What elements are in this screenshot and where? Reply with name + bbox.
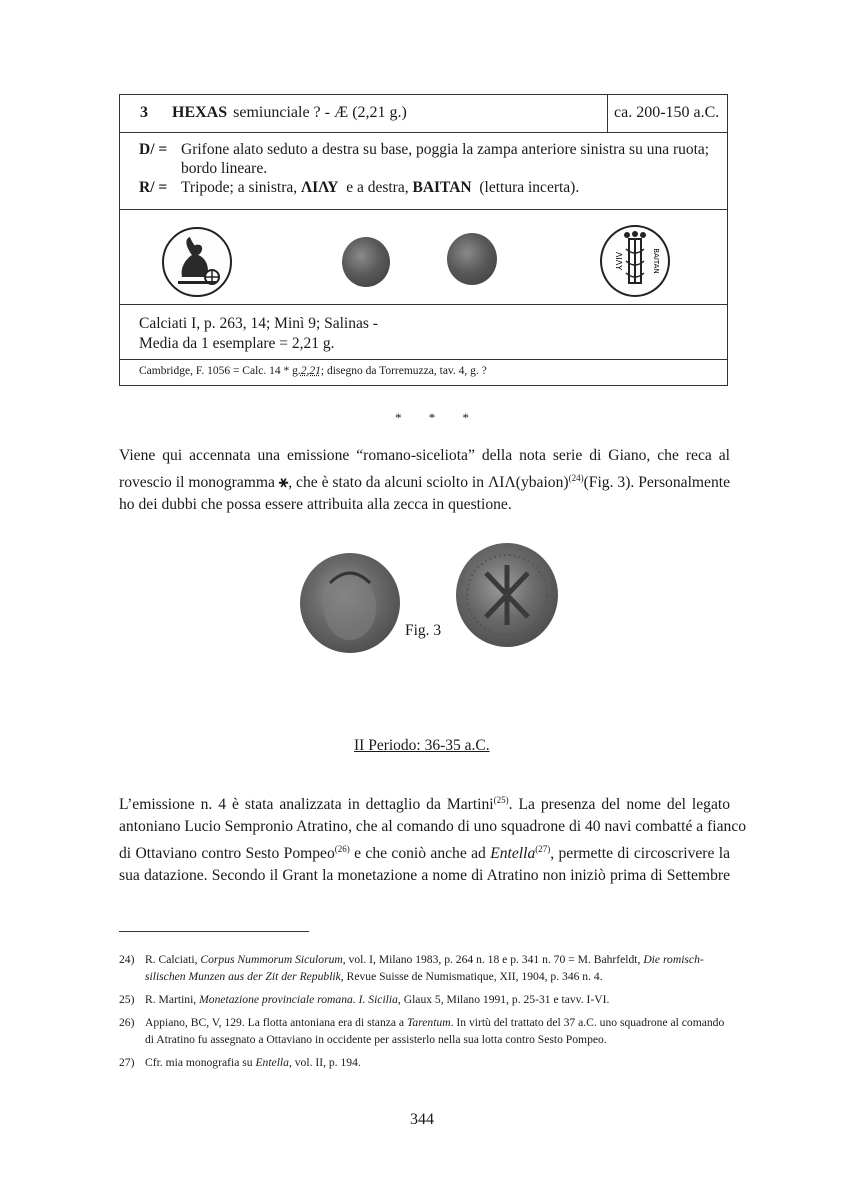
catalogue-title-cell bbox=[120, 95, 608, 132]
reverse-text bbox=[181, 178, 719, 197]
fn25-a: R. Martini, bbox=[145, 993, 197, 1006]
fn26-a: Appiano, BC, V, 129. La flotta antoniana era di stanza a bbox=[145, 1016, 405, 1029]
obverse-drawing-image bbox=[162, 227, 232, 297]
figure-caption: Fig. 3 bbox=[405, 622, 442, 639]
p2-line-3-a: di Ottaviano contro Sesto Pompeo bbox=[119, 845, 335, 862]
footnote-ref-24[interactable]: (24) bbox=[568, 473, 584, 483]
footnote-text bbox=[145, 1014, 730, 1048]
footnote-text bbox=[145, 991, 730, 1008]
references-divider bbox=[120, 359, 727, 360]
drawing-legend-right: BAITAN bbox=[652, 248, 660, 274]
catalogue-number: 3 bbox=[140, 104, 148, 121]
paragraph-2-line-4: sua datazione. Secondo il Grant la monetazione a nome di Atratino non iniziò prima di Settembre bbox=[119, 867, 730, 884]
janus-head-image bbox=[300, 553, 400, 653]
p2-line-3-b: e che coniò anche ad bbox=[354, 845, 486, 862]
section-title: II Periodo: 36-35 a.C. bbox=[354, 737, 490, 754]
footnote-number: 24) bbox=[119, 953, 135, 966]
footnote-number: 27) bbox=[119, 1056, 135, 1069]
p2-line-1-b: . La presenza del nome del legato bbox=[508, 796, 731, 813]
reverse-text-c: (lettura incerta). bbox=[479, 179, 580, 196]
footnote-number: 25) bbox=[119, 993, 135, 1006]
fn25-title: Monetazione provinciale romana. I. Sicilia bbox=[199, 993, 398, 1006]
paragraph-1 bbox=[119, 445, 730, 516]
footnote-text bbox=[145, 1054, 730, 1071]
references-line-1: Calciati I, p. 263, 14; Minì 9; Salinas - bbox=[139, 315, 378, 332]
fn27-b: , vol. II, p. 194. bbox=[288, 1056, 361, 1069]
date-cell bbox=[608, 95, 727, 132]
paragraph-2-line-3 bbox=[119, 838, 730, 865]
fn24-c: Revue Suisse de Numismatique, XII, 1904, p. 346 n. 4. bbox=[346, 970, 603, 983]
catalogue-entry bbox=[119, 94, 728, 386]
figure-3-obverse-photo bbox=[300, 553, 400, 653]
reverse-label: R/ = bbox=[139, 179, 168, 196]
reverse-drawing-image bbox=[600, 225, 670, 297]
specimen-weight: 2,21 bbox=[300, 365, 321, 377]
drawing-legend-left: ΛΙΛΥ bbox=[614, 251, 623, 271]
p2-line-1-a: L’emissione n. 4 è stata analizzata in dettaglio da Martini bbox=[119, 796, 494, 813]
specimen-reference bbox=[139, 365, 487, 377]
obverse-line-2 bbox=[120, 159, 727, 178]
coin-details: semiunciale ? - Æ (2,21 g.) bbox=[233, 104, 407, 121]
references-row bbox=[120, 305, 727, 385]
coin-images-row bbox=[120, 210, 727, 305]
fn27-a: Cfr. mia monografia su bbox=[145, 1056, 253, 1069]
figure-3-reverse-photo bbox=[456, 543, 558, 647]
paragraph-1-line-3: ho dei dubbi che possa essere attribuita alla zecca in questione. bbox=[119, 496, 512, 513]
reverse-text-a: Tripode; a sinistra, bbox=[181, 179, 298, 196]
fn24-a: R. Calciati, bbox=[145, 953, 198, 966]
p2-line-3-c: , permette di circoscrivere la bbox=[550, 845, 731, 862]
reverse-text-b: e a destra, bbox=[346, 179, 409, 196]
fn24-title-2: Die romisch-silischen Munzen aus der Zit der Republik, bbox=[145, 953, 704, 983]
catalogue-header-row bbox=[120, 95, 727, 133]
obverse-text: Grifone alato seduto a destra su base, poggia la zampa anteriore sinistra su una ruota; bbox=[181, 141, 710, 158]
p1-line-2-a: rovescio il monogramma bbox=[119, 474, 275, 491]
footnote-ref-27[interactable]: (27) bbox=[535, 844, 551, 854]
p1-line-2-c: (Fig. 3). Personalmente bbox=[583, 474, 731, 491]
fn26-b: . In virtù del trattato del 37 a.C. uno squadrone al comando di Atratino fu assegnato a Ottaviano in occidente per assisterlo nella sua lotta contro Sesto Pompeo. bbox=[145, 1016, 725, 1046]
paragraph-1-line-2 bbox=[119, 467, 730, 494]
p2-entella: Entella bbox=[490, 845, 536, 862]
obverse-line-1 bbox=[120, 140, 727, 159]
monogram-reverse-image bbox=[456, 543, 558, 647]
paragraph-2-line-1 bbox=[119, 789, 730, 816]
paragraph-2-line-2: antoniano Lucio Sempronio Atratino, che al comando di uno squadrone di 40 navi combatté a fianco bbox=[119, 818, 747, 835]
obverse-text-cont: bordo lineare. bbox=[181, 160, 268, 177]
specimen-text-b: ; disegno da Torremuzza, tav. 4, g. ? bbox=[320, 365, 487, 377]
page-number: 344 bbox=[410, 1111, 434, 1128]
footnote-text bbox=[145, 951, 730, 985]
griffin-drawing bbox=[164, 229, 230, 295]
obverse-label: D/ = bbox=[139, 141, 168, 158]
denomination: HEXAS bbox=[172, 104, 228, 121]
specimen-text-a: Cambridge, F. 1056 = Calc. 14 * g. bbox=[139, 365, 301, 377]
reverse-photo-image bbox=[447, 233, 497, 285]
fn25-b: , Glaux 5, Milano 1991, p. 25-31 e tavv. I-VI. bbox=[397, 993, 610, 1006]
footnote-number: 26) bbox=[119, 1016, 135, 1029]
footnote-ref-25[interactable]: (25) bbox=[493, 795, 509, 805]
average-weight: Media da 1 esemplare = 2,21 g. bbox=[139, 335, 335, 352]
monogram-symbol: ⚹ bbox=[278, 474, 289, 491]
reverse-line bbox=[120, 178, 727, 197]
reverse-legend-2: BAITAN bbox=[412, 179, 472, 196]
p1-line-2-b: , che è stato da alcuni sciolto in ΛΙΛ(ybaion) bbox=[288, 474, 569, 491]
coin-date: ca. 200-150 a.C. bbox=[614, 104, 720, 121]
reverse-legend-1: ΛΙΛΥ bbox=[300, 179, 339, 196]
fn24-title-1: Corpus Nummorum Siculorum bbox=[200, 953, 343, 966]
description-row bbox=[120, 133, 727, 210]
footnote-divider bbox=[119, 931, 309, 932]
fn24-b: , vol. I, Milano 1983, p. 264 n. 18 e p. 341 n. 70 = M. Bahrfeldt, bbox=[342, 953, 641, 966]
obverse-photo-image bbox=[342, 237, 390, 287]
tripod-drawing bbox=[602, 227, 668, 295]
references bbox=[139, 314, 378, 354]
section-separator: * * * bbox=[395, 410, 481, 425]
paragraph-1-line-1: Viene qui accennata una emissione “romano-siceliota” della nota serie di Giano, che reca al bbox=[119, 447, 730, 464]
fn27-entella: Entella bbox=[255, 1056, 289, 1069]
fn26-tarentum: Tarentum bbox=[406, 1016, 451, 1029]
paragraph-2 bbox=[119, 789, 747, 887]
footnote-ref-26[interactable]: (26) bbox=[334, 844, 350, 854]
